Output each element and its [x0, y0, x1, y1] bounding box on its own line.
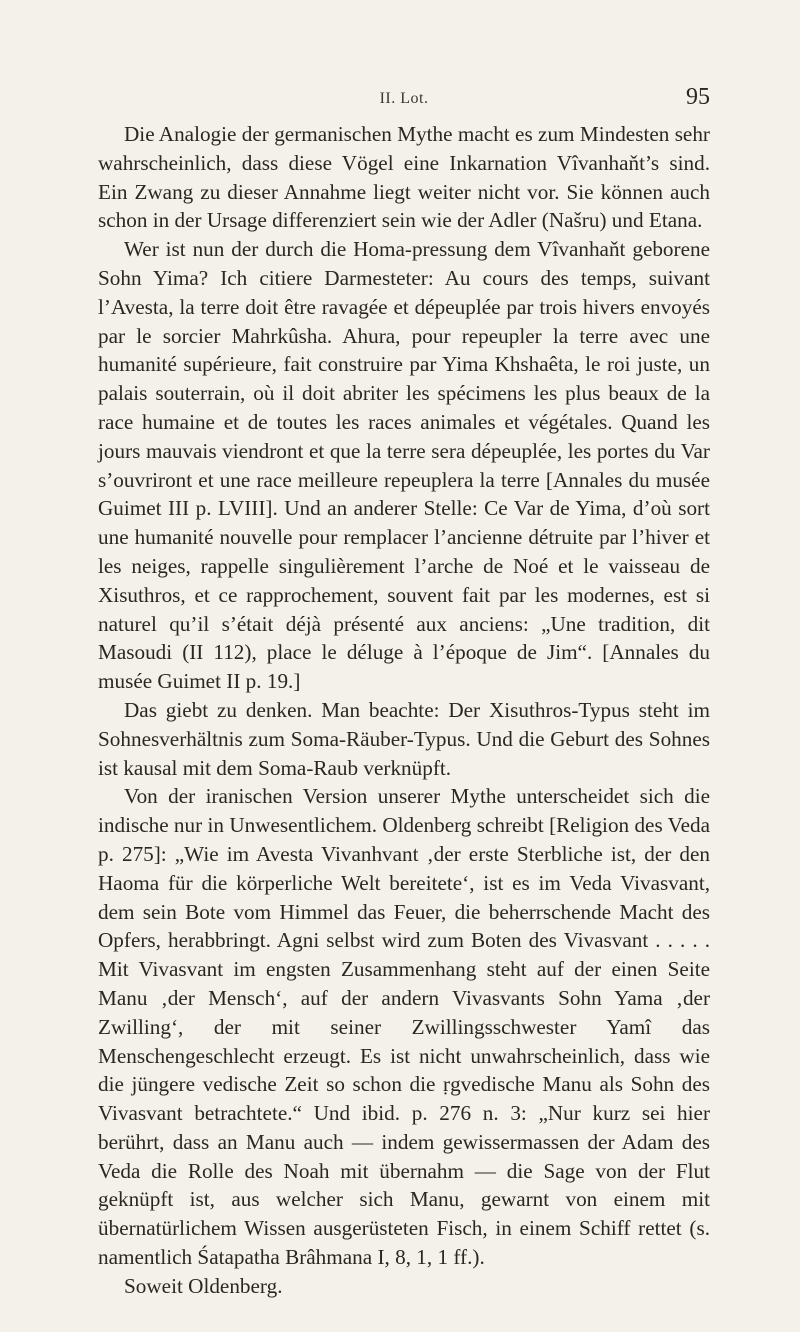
running-head: II. Lot.	[379, 90, 429, 107]
paragraph-analogie: Die Analogie der germanischen Mythe macht es zum Mindesten sehr wahrscheinlich, dass diese Vögel eine Inkarnation Vîvanhaňt’s sind. Ein Zwang zu dieser Annahme liegt weiter nicht vor. Sie können auch schon in der Ursage differenziert sein wie der Adler (Našru) und Etana.	[98, 122, 710, 233]
page-header	[98, 84, 710, 124]
page-number: 95	[686, 84, 710, 110]
paragraph-oldenberg-quote: Von der iranischen Version unserer Mythe unterscheidet sich die indische nur in Unwesentlichem. Oldenberg schreibt [Religion des Veda p. 275]: „Wie im Avesta Vivanhvant ‚der erste Sterbliche ist, der den Haoma für die körperliche Welt bereitete‘, ist es im Veda Vivasvant, dem sein Bote vom Himmel das Feuer, die beherrschende Macht des Opfers, herabbringt. Agni selbst wird zum Boten des Vivasvant . . . . . Mit Vivasvant im engsten Zusammenhang steht auf der einen Seite Manu ‚der Mensch‘, auf der andern Vivasvants Sohn Yama ‚der Zwilling‘, der mit seiner Zwillingsschwester Yamî das Menschengeschlecht erzeugt. Es ist nicht unwahrscheinlich, dass wie die jüngere vedische Zeit so schon die ṛgvedische Manu als Sohn des Vivasvant betrachtete.“ Und ibid. p. 276 n. 3: „Nur kurz sei hier berührt, dass an Manu auch — indem gewissermassen der Adam des Veda die Rolle des Noah mit übernahm — die Sage von der Flut geknüpft ist, aus welcher sich Manu, gewarnt von einem mit übernatürlichem Wissen ausgerüsteten Fisch, in einem Schiff rettet (s. namentlich Śatapatha Brâhmana I, 8, 1, 1 ff.).	[98, 784, 710, 1270]
paragraph-darmesteter-quote: Wer ist nun der durch die Homa-pressung dem Vîvanhaňt geborene Sohn Yima? Ich citiere Darmesteter: Au cours des temps, suivant l’Avesta, la terre doit être ravagée et dépeuplée par trois hivers envoyés par le sorcier Mahrkûsha. Ahura, pour repeupler la terre avec une humanité supérieure, fait construire par Yima Khshaêta, le roi juste, un palais souterrain, où il doit abriter les spécimens les plus beaux de la race humaine et de toutes les races animales et végétales. Quand les jours mauvais viendront et que la terre sera dépeuplée, les portes du Var s’ouvriront et une race meilleure repeuplera la terre [Annales du musée Guimet III p. LVIII]. Und an anderer Stelle: Ce Var de Yima, d’où sort une humanité nouvelle pour remplacer l’ancienne détruite par l’hiver et les neiges, rappelle singulièrement l’arche de Noé et le vaisseau de Xisuthros, et ce rapprochement, souvent fait par les modernes, est si naturel qu’il s’était déjà présenté aux anciens: „Une tradition, dit Masoudi (II 112), place le déluge à l’époque de Jim“. [Annales du musée Guimet II p. 19.]	[98, 237, 710, 694]
paragraph-xisuthros: Das giebt zu denken. Man beachte: Der Xisuthros-Typus steht im Sohnesverhältnis zum Soma-Räuber-Typus. Und die Geburt des Sohnes ist kausal mit dem Soma-Raub verknüpft.	[98, 697, 710, 780]
body-text	[98, 120, 710, 1301]
paragraph-soweit: Soweit Oldenberg.	[124, 1273, 283, 1298]
